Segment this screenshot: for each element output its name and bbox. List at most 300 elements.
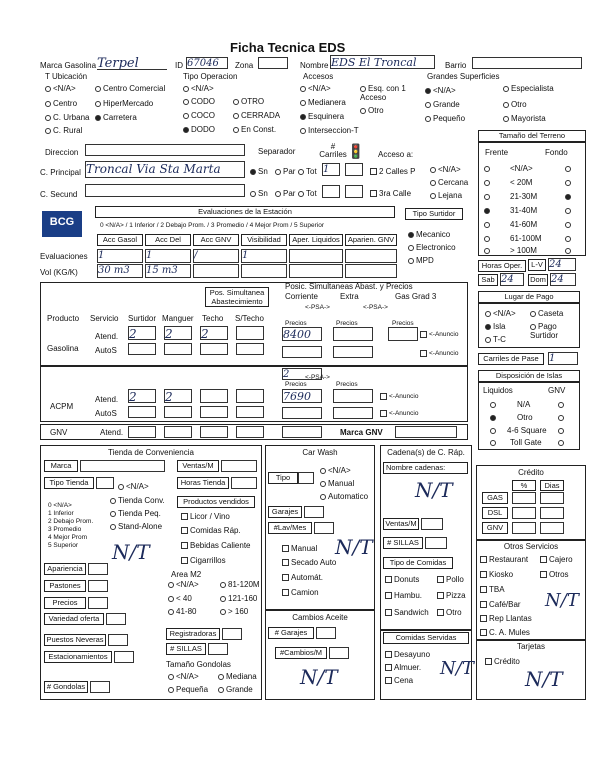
- isla-gnv-square[interactable]: [558, 426, 566, 435]
- liquidos-label: Liquidos: [483, 386, 513, 395]
- acpm-techo-field[interactable]: [200, 389, 228, 403]
- corriente-label: Corriente: [285, 292, 318, 301]
- apariencia-label: Apariencia: [44, 563, 86, 575]
- gs-grande[interactable]: Grande: [425, 100, 460, 109]
- page-title: Ficha Tecnica EDS: [230, 40, 346, 55]
- isla-toll-label: Toll Gate: [510, 438, 542, 447]
- registradoras-label: Registradoras: [166, 628, 220, 640]
- eval-col-0: Acc Gasol: [97, 234, 143, 246]
- tercera-option[interactable]: 3ra Calle: [370, 189, 411, 198]
- isla-gnv-toll[interactable]: [558, 438, 566, 447]
- col-producto: Producto: [47, 314, 80, 323]
- isla-square[interactable]: [490, 426, 498, 435]
- pago-isla[interactable]: Isla: [485, 322, 505, 331]
- isla-square-label: 4-6 Square: [507, 426, 547, 435]
- acpm-stecho-field[interactable]: [236, 389, 264, 403]
- secund-par[interactable]: Par: [275, 189, 295, 198]
- acpm-manguer-autos[interactable]: [164, 406, 192, 418]
- direccion-field[interactable]: [85, 144, 245, 156]
- terreno-fondo-5[interactable]: [565, 234, 573, 243]
- secund-tot[interactable]: Tot: [298, 189, 317, 198]
- ubic-hiper[interactable]: HiperMercado: [95, 99, 153, 108]
- gs-especialista[interactable]: Especialista: [503, 84, 554, 93]
- accesos-label: Accesos: [303, 72, 334, 81]
- gas-stecho-autos[interactable]: [236, 343, 264, 355]
- precios-tienda-field[interactable]: [88, 597, 108, 609]
- gnv-manguer[interactable]: [164, 426, 192, 438]
- carwash-auto[interactable]: Automatico: [320, 492, 368, 501]
- area-81[interactable]: 81-120M: [220, 580, 260, 589]
- acpm-manguer-field[interactable]: 2: [164, 389, 192, 403]
- acpm-psa: <-PSA->: [305, 374, 330, 381]
- ubic-rural[interactable]: C. Rural: [45, 126, 82, 135]
- credito-dsl-dias[interactable]: [540, 507, 564, 519]
- tienda-marca-label: Marca: [44, 460, 78, 472]
- tienda-scale-4: 4 Mejor Prom: [48, 534, 88, 541]
- isla-gnv-otro[interactable]: [558, 413, 566, 422]
- acpm-atend: Atend.: [95, 395, 119, 404]
- gondolas-field[interactable]: [90, 681, 110, 693]
- tarjetas-title: Tarjetas: [516, 642, 545, 651]
- principal-tot[interactable]: Tot: [298, 167, 317, 176]
- calles-option[interactable]: 2 Calles P: [370, 167, 415, 176]
- variedad-field[interactable]: [106, 613, 126, 625]
- terreno-frente: Frente: [485, 148, 509, 157]
- terreno-fondo-2[interactable]: [565, 192, 573, 201]
- terreno-opt-label-6: > 100M: [510, 246, 537, 255]
- gas-techo-field[interactable]: 2: [200, 326, 228, 340]
- cambios-garajes-field[interactable]: [316, 627, 336, 639]
- eval-cell-4[interactable]: [289, 249, 343, 263]
- terreno-opt-0[interactable]: [484, 164, 492, 173]
- op-codo[interactable]: CODO: [183, 97, 215, 106]
- gas-precio-grad[interactable]: [388, 327, 418, 341]
- ubic-urbana[interactable]: C. Urbana: [45, 113, 89, 122]
- carwash-tipo-label: Tipo: [268, 472, 298, 484]
- gs-otro[interactable]: Otro: [503, 100, 527, 109]
- credito-pct: %: [512, 480, 536, 491]
- cambios-mes-field[interactable]: [329, 647, 349, 659]
- variedad-label: Variedad oferta: [44, 613, 104, 625]
- gs-na[interactable]: <N/A>: [425, 86, 456, 95]
- eval-cell-5[interactable]: [345, 249, 397, 263]
- marca-value: Terpel: [97, 56, 139, 71]
- terreno-opt-3[interactable]: [484, 206, 492, 215]
- carwash-lav-label: #Lav/Mes: [268, 522, 312, 534]
- pastones-field[interactable]: [88, 580, 108, 592]
- sab-field[interactable]: 24: [500, 273, 524, 286]
- terreno-opt-2[interactable]: [484, 192, 492, 201]
- tienda-tipo-na[interactable]: <N/A>: [118, 482, 149, 491]
- gas-manguer-autos[interactable]: [164, 343, 192, 355]
- acpm-precio-3[interactable]: [282, 407, 322, 419]
- tarjetas-na-mark: N/T: [525, 667, 563, 691]
- otros-na-mark: N/T: [545, 590, 579, 611]
- tienda-ventas-field[interactable]: [221, 460, 257, 472]
- tienda-scale-2: 2 Debajo Prom.: [48, 518, 94, 525]
- evaluaciones-row-label: Evaluaciones: [40, 252, 88, 261]
- principal-si[interactable]: Sn: [250, 167, 268, 176]
- nombre-value: EDS El Troncal: [331, 56, 417, 69]
- horas-oper-label: Horas Oper.: [478, 260, 526, 272]
- ubicacion-label: T Ubicación: [45, 72, 88, 81]
- srv-cafe[interactable]: Café/Bar: [480, 600, 521, 609]
- tienda-tipo-conv[interactable]: Tienda Conv.: [110, 496, 165, 505]
- op-const[interactable]: En Const.: [233, 125, 276, 134]
- isla-gnv-na[interactable]: [558, 400, 566, 409]
- acpm-surtidor-autos[interactable]: [128, 406, 156, 418]
- gas-anuncio-1[interactable]: <-Anuncio: [420, 331, 458, 338]
- terreno-opt-label-2: 21-30M: [510, 192, 538, 201]
- cw-automat[interactable]: Automát.: [282, 573, 323, 582]
- vol-cell-3[interactable]: [241, 264, 287, 278]
- srv-otros[interactable]: Otros: [540, 570, 569, 579]
- principal-label: C. Principal: [40, 168, 81, 177]
- acc-esquinera[interactable]: Esquinera: [300, 112, 344, 121]
- cadena-sillas-field[interactable]: [425, 537, 447, 549]
- tamano-grande[interactable]: Grande: [218, 685, 253, 694]
- puestos-field[interactable]: [108, 634, 128, 646]
- pago-surtidor[interactable]: Pago Surtidor: [530, 322, 559, 340]
- srv-kiosko[interactable]: Kiosko: [480, 570, 513, 579]
- principal-value: Troncal Via Sta Marta: [86, 162, 221, 176]
- carriles-sec-field[interactable]: [322, 185, 340, 198]
- cercana-na[interactable]: <N/A>: [430, 165, 461, 174]
- op-na[interactable]: <N/A>: [183, 84, 214, 93]
- tipo-tienda-label: Tipo Tienda: [44, 477, 94, 489]
- acpm-anuncio-1[interactable]: <-Anuncio: [380, 393, 418, 400]
- carwash-na[interactable]: <N/A>: [320, 466, 351, 475]
- col-techo: Techo: [202, 314, 224, 323]
- cercana-option[interactable]: Cercana: [430, 178, 468, 187]
- terreno-opt-label-1: < 20M: [510, 178, 533, 187]
- surtidor-electronico[interactable]: Electronico: [408, 243, 456, 252]
- srv-llantas[interactable]: Rep Llantas: [480, 614, 532, 623]
- eval-col-4: Aper. Liquidos: [289, 234, 343, 246]
- id-field[interactable]: [186, 57, 228, 69]
- op-coco[interactable]: COCO: [183, 111, 215, 120]
- pago-na[interactable]: <N/A>: [485, 309, 516, 318]
- credito-dias: Dias: [540, 480, 564, 491]
- principal-field[interactable]: [85, 161, 245, 178]
- acpm-stecho-autos[interactable]: [236, 406, 264, 418]
- servida-desayuno[interactable]: Desayuno: [385, 650, 430, 659]
- op-cerrada[interactable]: CERRADA: [233, 111, 280, 120]
- acc-otro[interactable]: Otro: [360, 106, 384, 115]
- comida-otro[interactable]: Otro: [437, 608, 462, 617]
- acpm-precios-1: Precios: [285, 381, 307, 388]
- sab-label: Sab: [478, 274, 498, 286]
- carwash-lav-field[interactable]: [314, 522, 334, 534]
- tipo-tienda-field[interactable]: [96, 477, 114, 489]
- acceso-label: Acceso a:: [378, 150, 414, 159]
- acpm-autos: AutoS: [95, 409, 117, 418]
- evaluaciones-title: Evaluaciones de la Estación: [95, 206, 395, 218]
- ubic-cc[interactable]: Centro Comercial: [95, 84, 165, 93]
- cadena-ventas-field[interactable]: [421, 518, 443, 530]
- lv-field[interactable]: 24: [548, 258, 576, 271]
- comida-pizza[interactable]: Pizza: [437, 591, 466, 600]
- terreno-opt-4[interactable]: [484, 220, 492, 229]
- horas-tienda-label: Horas Tienda: [177, 477, 229, 489]
- gs-pequeno[interactable]: Pequeño: [425, 114, 465, 123]
- cw-camion[interactable]: Camion: [282, 588, 319, 597]
- carwash-na-mark: N/T: [335, 535, 373, 559]
- gnv-label: GNV: [50, 428, 68, 437]
- vol-cell-0[interactable]: 30 m3: [97, 264, 143, 278]
- tamano-pequena[interactable]: Pequeña: [168, 685, 208, 694]
- carriles-sec-field-2[interactable]: [345, 185, 363, 198]
- cambios-na-mark: N/T: [300, 665, 338, 689]
- comida-hambu[interactable]: Hambu.: [385, 591, 422, 600]
- cadena-sillas-label: # SILLAS: [383, 537, 423, 549]
- carriles-field[interactable]: 1: [322, 163, 340, 176]
- gas-techo-autos[interactable]: [200, 343, 228, 355]
- terreno-fondo-3[interactable]: [565, 206, 573, 215]
- tamano-mediana[interactable]: Mediana: [218, 672, 257, 681]
- tienda-scale-0: 0 <N/A>: [48, 502, 72, 509]
- tienda-tipo-stand[interactable]: Stand-Alone: [110, 522, 162, 531]
- acpm-surtidor-field[interactable]: 2: [128, 389, 156, 403]
- credito-gnv-pct[interactable]: [512, 522, 536, 534]
- vol-cell-2[interactable]: [193, 264, 239, 278]
- op-otro[interactable]: OTRO: [233, 97, 264, 106]
- surtidor-mpd[interactable]: MPD: [408, 256, 434, 265]
- cadena-na-mark: N/T: [415, 478, 453, 502]
- eval-col-5: Aparien. GNV: [345, 234, 397, 246]
- estacionamientos-label: Estacionamientos: [44, 651, 112, 663]
- pago-caseta[interactable]: Caseta: [530, 309, 563, 318]
- registradoras-field[interactable]: [222, 628, 242, 640]
- carwash-manual[interactable]: Manual: [320, 479, 354, 488]
- comida-sandwich[interactable]: Sandwich: [385, 608, 429, 617]
- nombre-label: Nombre: [300, 61, 329, 70]
- srv-restaurant[interactable]: Restaurant: [480, 555, 528, 564]
- tipo-comidas-label: Tipo de Comidas: [383, 557, 453, 569]
- cambios-garajes-label: # Garajes: [268, 627, 314, 639]
- credito-gnv-dias[interactable]: [540, 522, 564, 534]
- tienda-scale-3: 3 Promedio: [48, 526, 82, 533]
- eval-cell-3[interactable]: 1: [241, 249, 287, 263]
- gnv-precio[interactable]: [282, 426, 322, 438]
- acpm-precio-2[interactable]: [333, 389, 373, 403]
- tienda-scale-1: 1 Inferior: [48, 510, 74, 517]
- carriles-pase-label: Carriles de Pase: [478, 353, 544, 365]
- acc-esq[interactable]: Esq. con 1 Acceso: [360, 84, 406, 102]
- pos-simultanea-label: Pos. Simultanea Abastecimiento: [205, 287, 269, 307]
- dom-field[interactable]: 24: [550, 273, 576, 286]
- gas-precio-corriente-2[interactable]: [282, 346, 322, 358]
- cw-secado[interactable]: Secado Auto: [282, 558, 336, 567]
- secund-si[interactable]: Sn: [250, 189, 268, 198]
- terreno-opt-label-0: <N/A>: [510, 164, 533, 173]
- carriles-label: # Carriles: [319, 142, 347, 159]
- prod-bebidas[interactable]: Bebidas Caliente: [181, 541, 250, 550]
- lv-label: L-V: [528, 259, 546, 271]
- precios-tienda-label: Precios: [44, 597, 86, 609]
- acpm-techo-autos[interactable]: [200, 406, 228, 418]
- carwash-tipo-field[interactable]: [298, 472, 314, 484]
- isla-otro-label: Otro: [517, 413, 533, 422]
- tamano-label: Tamaño Gondolas: [166, 660, 231, 669]
- servida-almuer[interactable]: Almuer.: [385, 663, 421, 672]
- srv-cajero[interactable]: Cajero: [540, 555, 573, 564]
- cambios-mes-label: #Cambios/M: [275, 647, 327, 659]
- cw-manual[interactable]: Manual: [282, 544, 317, 553]
- tienda-ventas-label: Ventas/M: [177, 460, 219, 472]
- secund-label: C. Secund: [40, 190, 78, 199]
- puestos-label: Puestos Neveras: [44, 634, 106, 646]
- srv-camules[interactable]: C. A. Mules: [480, 628, 530, 637]
- area-na[interactable]: <N/A>: [168, 580, 199, 589]
- srv-tba[interactable]: TBA: [480, 585, 505, 594]
- credito-gas-dias[interactable]: [540, 492, 564, 504]
- vol-cell-1[interactable]: 15 m3: [145, 264, 191, 278]
- acpm-anuncio-2[interactable]: <-Anuncio: [380, 410, 418, 417]
- marca-gnv-label: Marca GNV: [340, 428, 383, 437]
- vol-cell-4[interactable]: [289, 264, 343, 278]
- pago-tc[interactable]: T-C: [485, 335, 506, 344]
- col-manguer: Manguer: [162, 314, 194, 323]
- isla-otro[interactable]: [490, 413, 498, 422]
- comida-pollo[interactable]: Pollo: [437, 575, 464, 584]
- gondolas-label: # Gondolas: [44, 681, 88, 693]
- carwash-garajes-field[interactable]: [304, 506, 324, 518]
- terreno-fondo-6[interactable]: [565, 246, 573, 255]
- op-dodo[interactable]: DODO: [183, 125, 215, 134]
- bcg-logo: BCG: [42, 211, 82, 237]
- carriles-field-2[interactable]: [345, 163, 363, 176]
- lejana-option[interactable]: Lejana: [430, 191, 462, 200]
- marca-field[interactable]: [97, 56, 167, 70]
- eval-cell-1[interactable]: 1: [145, 249, 191, 263]
- gas-precio-extra[interactable]: [333, 327, 373, 341]
- terreno-opt-1[interactable]: [484, 178, 492, 187]
- estacionamientos-field[interactable]: [114, 651, 134, 663]
- isla-toll[interactable]: [490, 438, 498, 447]
- acc-na[interactable]: <N/A>: [300, 84, 331, 93]
- gas-anuncio-2[interactable]: <-Anuncio: [420, 350, 458, 357]
- tamano-na[interactable]: <N/A>: [168, 672, 199, 681]
- carwash-garajes-label: Garajes: [268, 506, 302, 518]
- direccion-label: Direccion: [45, 148, 79, 157]
- prod-comidas[interactable]: Comidas Ráp.: [181, 526, 241, 535]
- terreno-fondo-0[interactable]: [565, 164, 573, 173]
- area-41[interactable]: 41-80: [168, 607, 196, 616]
- prod-cigarrillos[interactable]: Cigarrillos: [181, 556, 226, 565]
- terreno-fondo-1[interactable]: [565, 178, 573, 187]
- secund-field[interactable]: [85, 184, 245, 197]
- gasgrad-label: Gas Grad 3: [395, 292, 437, 301]
- credito-gas-pct[interactable]: [512, 492, 536, 504]
- gas-surtidor-autos[interactable]: [128, 343, 156, 355]
- credito-dsl-pct[interactable]: [512, 507, 536, 519]
- vol-cell-5[interactable]: [345, 264, 397, 278]
- grandes-label: Grandes Superficies: [427, 72, 500, 81]
- credito-gas-label: GAS: [482, 492, 508, 504]
- zona-field[interactable]: [258, 57, 288, 69]
- gs-mayorista[interactable]: Mayorista: [503, 114, 546, 123]
- id-value: 67046: [187, 58, 219, 69]
- cadena-ventas-label: Ventas/M: [383, 518, 419, 530]
- zona-label: Zona: [235, 61, 254, 70]
- gas-precio-extra-2[interactable]: [333, 346, 373, 358]
- area-label: Area M2: [171, 570, 202, 579]
- acc-medianera[interactable]: Medianera: [300, 98, 346, 107]
- surtidor-mecanico[interactable]: Mecanico: [408, 230, 450, 239]
- acpm-precio-1[interactable]: 7690: [282, 389, 322, 403]
- terreno-opt-5[interactable]: [484, 234, 492, 243]
- nombre-field[interactable]: [330, 55, 435, 69]
- servida-cena[interactable]: Cena: [385, 676, 413, 685]
- gasolina-label: Gasolina: [47, 344, 79, 353]
- credito-dsl-label: DSL: [482, 507, 508, 519]
- comidas-servidas-label: Comidas Servidas: [383, 632, 469, 644]
- vol-label: Vol (KG/K): [40, 268, 78, 277]
- gas-stecho-field[interactable]: [236, 326, 264, 340]
- prod-licor[interactable]: Licor / Vino: [181, 512, 230, 521]
- terreno-title: Tamaño del Terreno: [478, 130, 586, 142]
- productos-title: Productos vendidos: [177, 496, 255, 508]
- eval-cell-0[interactable]: 1: [97, 249, 143, 263]
- apariencia-field[interactable]: [88, 563, 108, 575]
- isla-na[interactable]: [490, 400, 498, 409]
- tienda-marca-field[interactable]: [80, 460, 165, 472]
- acpm-precios-2: Precios: [336, 381, 358, 388]
- terreno-opt-6[interactable]: [484, 246, 492, 255]
- gas-autos: AutoS: [95, 346, 117, 355]
- col-stecho: S/Techo: [235, 314, 264, 323]
- tarjeta-credito[interactable]: Crédito: [485, 657, 520, 666]
- tienda-tipo-peq[interactable]: Tienda Peq.: [110, 509, 161, 518]
- carriles-pase-field[interactable]: 1: [548, 352, 578, 365]
- gas-surtidor-field[interactable]: 2: [128, 326, 156, 340]
- acpm-pos-field[interactable]: 2: [282, 368, 322, 380]
- acpm-precio-4[interactable]: [333, 407, 373, 419]
- principal-par[interactable]: Par: [275, 167, 295, 176]
- tienda-na-mark: N/T: [112, 540, 150, 564]
- tienda-sillas-field[interactable]: [208, 643, 228, 655]
- ubic-na[interactable]: <N/A>: [45, 84, 76, 93]
- ubic-centro[interactable]: Centro: [45, 99, 77, 108]
- col-servicio: Servicio: [90, 314, 119, 323]
- marca-gnv-field[interactable]: [395, 426, 457, 438]
- area-121[interactable]: 121-160: [220, 594, 257, 603]
- ubic-carretera[interactable]: Carretera: [95, 113, 137, 122]
- gas-precio-corriente[interactable]: 8400: [282, 327, 322, 341]
- comida-donuts[interactable]: Donuts: [385, 575, 419, 584]
- cadena-nombre-label: Nombre cadenas:: [383, 462, 468, 474]
- barrio-field[interactable]: [472, 57, 582, 69]
- gnv-surtidor[interactable]: [128, 426, 156, 438]
- area-40[interactable]: < 40: [168, 594, 192, 603]
- terreno-opt-label-5: 61-100M: [510, 234, 542, 243]
- eval-col-1: Acc Del: [145, 234, 191, 246]
- gnv-techo[interactable]: [200, 426, 228, 438]
- eval-cell-2[interactable]: /: [193, 249, 239, 263]
- barrio-label: Barrio: [445, 61, 467, 70]
- tienda-scale-5: 5 Superior: [48, 542, 78, 549]
- horas-tienda-field[interactable]: [231, 477, 257, 489]
- area-160[interactable]: > 160: [220, 607, 248, 616]
- gnv-stecho[interactable]: [236, 426, 264, 438]
- tienda-title: Tienda de Conveniencia: [108, 448, 194, 457]
- evaluaciones-scale: 0 <N/A> / 1 Inferior / 2 Debajo Prom. / 3 Promedio / 4 Mejor Prom / 5 Superior: [100, 222, 324, 229]
- gas-manguer-field[interactable]: 2: [164, 326, 192, 340]
- acc-interseccion[interactable]: Interseccion-T: [300, 126, 359, 135]
- terreno-fondo-4[interactable]: [565, 220, 573, 229]
- cadena-title: Cadena(s) de C. Ráp.: [387, 448, 465, 457]
